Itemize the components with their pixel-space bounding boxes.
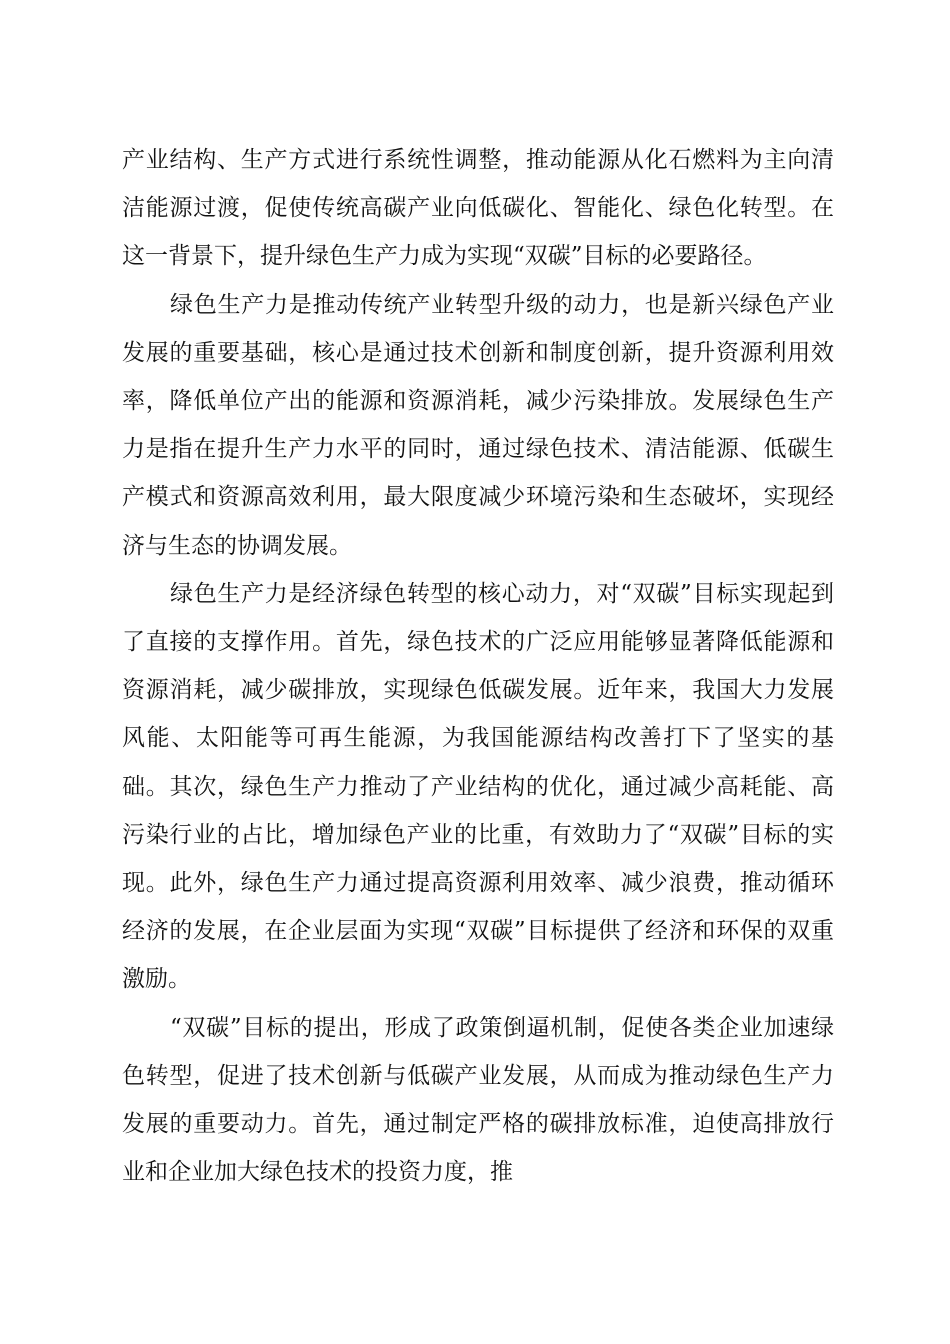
paragraph-green-productivity-definition: 绿色生产力是推动传统产业转型升级的动力，也是新兴绿色产业发展的重要基础，核心是通过技术创新和制度创新，提升资源利用效率，降低单位产出的能源和资源消耗，减少污染排放。发展绿色生产力是指在提升生产力水平的同时，通过绿色技术、清洁能源、低碳生产模式和资源高效利用，最大限度减少环境污染和生态破坏，实现经济与生态的协调发展。	[122, 291, 834, 559]
paragraph-dual-carbon-driver: “双碳”目标的提出，形成了政策倒逼机制，促使各类企业加速绿色转型，促进了技术创新与低碳产业发展，从而成为推动绿色生产力发展的重要动力。首先，通过制定严格的碳排放标准，迫使高排放行业和企业加大绿色技术的投资力度，推	[122, 1014, 834, 1186]
paragraph-green-productivity-support: 绿色生产力是经济绿色转型的核心动力，对“双碳”目标实现起到了直接的支撑作用。首先，绿色技术的广泛应用能够显著降低能源和资源消耗，减少碳排放，实现绿色低碳发展。近年来，我国大力发展风能、太阳能等可再生能源，为我国能源结构改善打下了坚实的基础。其次，绿色生产力推动了产业结构的优化，通过减少高耗能、高污染行业的占比，增加绿色产业的比重，有效助力了“双碳”目标的实现。此外，绿色生产力通过提高资源利用效率、减少浪费，推动循环经济的发展，在企业层面为实现“双碳”目标提供了经济和环保的双重激励。	[122, 580, 834, 993]
document-body	[122, 136, 834, 1196]
paragraph-continuation: 产业结构、生产方式进行系统性调整，推动能源从化石燃料为主向清洁能源过渡，促使传统高碳产业向低碳化、智能化、绿色化转型。在这一背景下，提升绿色生产力成为实现“双碳”目标的必要路径。	[122, 147, 834, 270]
